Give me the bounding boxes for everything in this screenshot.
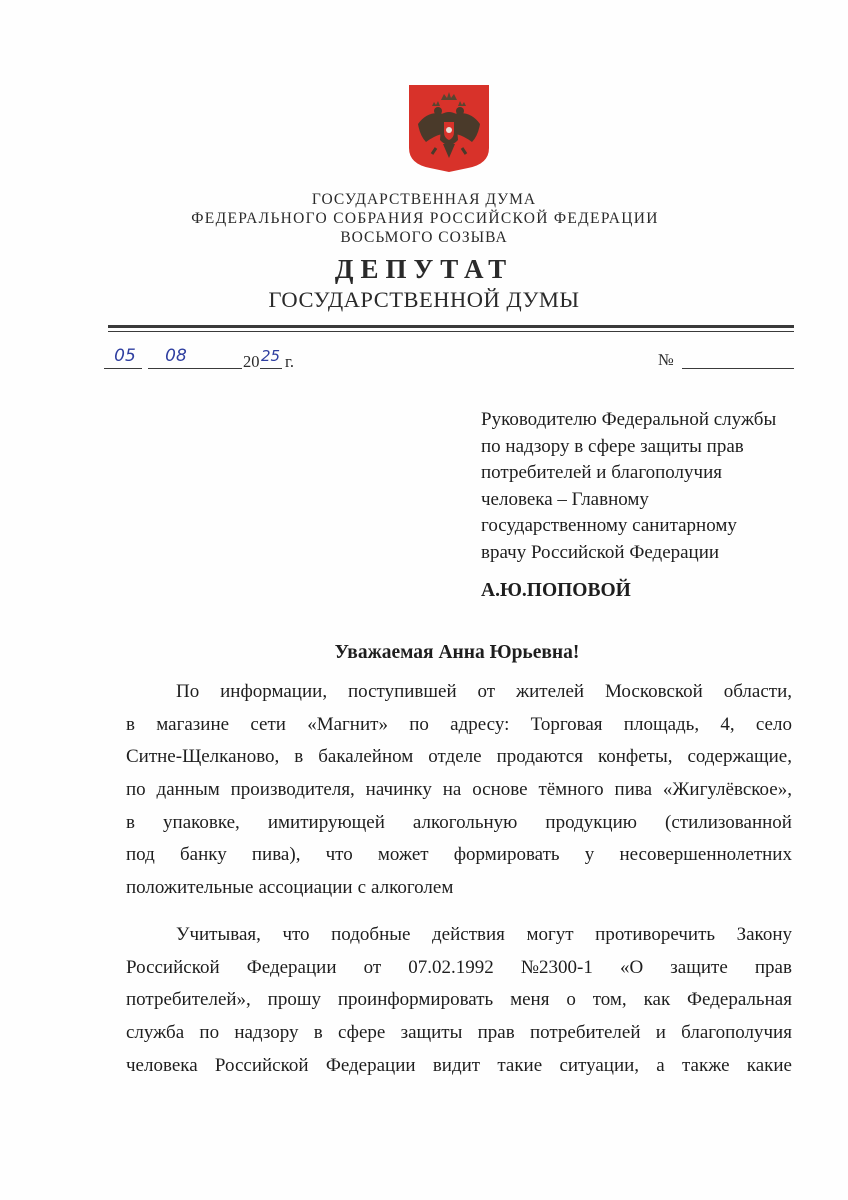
word: Федерации [246,956,337,978]
word: Федеральная [687,989,792,1011]
word: что [325,844,353,866]
date-row [104,346,804,376]
word: формировать [453,844,560,866]
date-year-suffix: 25 [261,347,281,365]
addressee-line: врачу Российской Федерации [481,541,720,563]
word: Закону [736,923,792,945]
word: поступившей [347,681,457,702]
word: село [755,713,792,735]
word: Федерации [325,1054,416,1076]
word: 07.02.1992 [408,956,494,978]
word: надзору [234,1021,299,1043]
word: производителя, [230,779,355,801]
word: адресу: [450,713,510,735]
word: проинформировать [337,989,494,1011]
coat-of-arms-icon [408,84,490,172]
date-year-underline [260,368,282,369]
organization-header [0,190,848,247]
addressee-line: по надзору в сфере защиты прав [481,435,744,457]
word: площадь, [623,713,700,735]
word: от [477,681,496,702]
date-suffix: г. [285,352,295,371]
word: алкогольную [412,811,518,833]
word: Российской [126,956,220,978]
word: противоречить [595,923,716,945]
word: такие [497,1054,543,1076]
word: упаковке, [163,811,240,833]
word: «Магнит» [307,713,388,735]
word: потребителей», [126,989,251,1011]
word: пива [614,779,653,801]
word: могут [526,923,574,945]
paragraph-line [126,839,792,872]
paragraph-line [126,807,792,840]
document-title: ДЕПУТАТ [334,254,514,284]
word: №2300-1 [520,956,593,978]
paragraph-line [126,709,792,742]
addressee-line: государственному санитарному [481,515,737,536]
word: благополучия [681,1021,792,1043]
word: Российской [214,1054,309,1076]
word: несовершеннолетних [619,844,792,866]
word: Московской [605,681,703,702]
word: в [126,713,135,735]
addressee-block [481,407,821,602]
document-number-label: № [658,350,674,369]
word: прав [754,956,792,978]
word: магазине [156,713,230,735]
word: с [357,877,366,899]
word: по [409,713,429,735]
word: пива), [251,844,301,866]
paragraph-line [126,919,792,952]
word: По [176,681,200,702]
word: о [566,989,576,1011]
date-month: 08 [165,346,187,366]
word: Учитывая, [176,923,261,945]
word: защите [670,956,728,978]
addressee-name: А.Ю.ПОПОВОЙ [481,580,631,601]
salutation: Уважаемая Анна Юрьевна! [334,642,580,663]
word: 4, [720,713,735,735]
word: ассоциации [258,877,353,899]
paragraph-line [126,984,792,1017]
word: действия [432,923,505,945]
word: «О [619,956,644,978]
word: на [442,779,462,801]
paragraph-line [126,774,792,807]
addressee-line: человека – Главному [481,488,649,510]
word: также [682,1054,730,1076]
word: сети [250,713,286,735]
word: в [294,746,304,768]
word: тёмного [538,779,604,801]
paragraph-line [126,872,792,905]
header-line-2: ФЕДЕРАЛЬНОГО СОБРАНИЯ РОССИЙСКОЙ ФЕДЕРАЦИИ [191,210,659,227]
word: человека [126,1054,198,1076]
word: ситуации, [559,1054,640,1076]
paragraph-line [126,952,792,985]
word: алкоголем [371,877,454,899]
word: Торговая [530,713,603,735]
word: содержащие, [687,746,792,768]
word: продукцию [545,811,637,833]
addressee-line: потребителей и благополучия [481,462,722,483]
word: что [282,923,310,945]
word: бакалейном [318,746,414,768]
word: имитирующей [267,811,385,833]
header-rule-thin [108,331,794,332]
date-year-prefix: 20 [243,352,260,371]
word: области, [723,681,792,702]
word: (стилизованной [665,811,792,833]
date-day-underline [104,368,142,369]
word: от [363,956,382,978]
word: по [126,779,146,801]
paragraph-line [126,1017,792,1050]
word: Ситне-Щелканово, [126,746,280,768]
word: как [643,989,671,1011]
word: продаются [496,746,583,768]
word: в [313,1021,323,1043]
word: информации, [220,681,328,702]
letter-body [126,676,792,1082]
document-subtitle: ГОСУДАРСТВЕННОЙ ДУМЫ [268,287,580,312]
header-line-1: ГОСУДАРСТВЕННАЯ ДУМА [311,191,537,208]
word: том, [592,989,627,1011]
word: может [377,844,429,866]
header-line-3: ВОСЬМОГО СОЗЫВА [340,229,508,246]
word: основе [472,779,528,801]
word: какие [746,1054,792,1076]
word: и [655,1021,666,1043]
paragraph-line [126,741,792,774]
word: банку [179,844,227,866]
word: меня [510,989,550,1011]
paragraph-line [126,676,792,709]
paragraph-gap [126,905,792,919]
date-month-underline [148,368,242,369]
word: прав [477,1021,515,1043]
word: по [199,1021,220,1043]
word: подобные [331,923,411,945]
word: потребителей [529,1021,641,1043]
paragraph-line [126,1050,792,1083]
word: прошу [267,989,321,1011]
word: данным [156,779,220,801]
date-day: 05 [114,346,136,366]
word: служба [126,1021,185,1043]
word: положительные [126,877,254,899]
header-rule-thick [108,325,794,328]
word: у [584,844,595,866]
word: «Жигулёвское», [662,779,792,801]
word: защиты [400,1021,463,1043]
word: в [126,811,135,833]
document-number-underline [682,368,794,369]
addressee-line: Руководителю Федеральной службы [481,409,777,430]
word: под [126,844,155,866]
word: а [656,1054,665,1076]
word: сфере [337,1021,386,1043]
word: конфеты, [597,746,673,768]
word: видит [432,1054,481,1076]
word: начинку [365,779,432,801]
word: жителей [515,681,585,702]
word: отделе [428,746,482,768]
